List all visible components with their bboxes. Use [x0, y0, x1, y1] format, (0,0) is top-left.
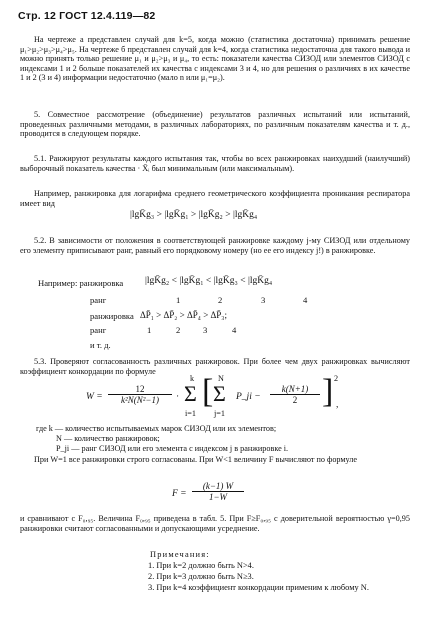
sum-outer-symbol: Σ: [184, 381, 197, 406]
paragraph-w-check: При W=1 все ранжировки строго согласованы. При W<1 величину F вычисляют по формуле: [34, 455, 358, 464]
formula-w-num: 12: [135, 384, 145, 394]
formula-inner-den: 2: [270, 394, 320, 405]
example-rank-1-2: 2: [218, 295, 223, 305]
formula-inner-num: k(N+1): [281, 384, 309, 394]
example-rank-2-3: 3: [203, 325, 208, 335]
note-3: 3. При k=4 коэффициент конкордации применим к любому N.: [148, 583, 369, 592]
paragraph-drawings: На чертеже а представлен случай для k=5, когда можно (статистика достаточна) принимать решение μ₁>μ₂>μ₃>μ₄>μ₅. На чертеже б представлен случай для k=4, когда статистика недостаточна для такого вывода и можно принять только решение μ₁ и μ₂>μ₃ и μ₄, то есть: показатели качества СИЗОД или элементов СИЗОД с индексами 1 и 2 больше показателей их качества с индексами 3 и 4, но для решения о различиях в их качестве 1 и 2 (3 и 4) информации недостаточно (мало n или μ₁=μ₂).: [20, 35, 410, 83]
formula-f-fraction: [192, 481, 244, 502]
example-rank-1-4: 4: [303, 295, 308, 305]
formula-w-power: 2: [334, 374, 339, 383]
bracket-open: [: [202, 373, 214, 410]
paragraph-5-3: 5.3. Проверяют согласованность различных ранжировок. При более чем двух ранжировках вычисляют коэффициент конкордации по формуле: [20, 357, 410, 376]
formula-w-den: k²N(N²−1): [108, 394, 172, 405]
formula-inner-fraction: [270, 384, 320, 405]
example-prefix: Например: ранжировка: [38, 278, 124, 288]
example-rank-label-2: ранг: [90, 325, 107, 335]
formula-w-dot: ·: [176, 392, 180, 402]
formula-ranking-lgk: |lgK̄g₃ > |lgK̄g₁ > |lgK̄g₂ > |lgK̄g₄: [130, 210, 258, 220]
paragraph-example-ranking: Например, ранжировка для логарифма среднего геометрического коэффициента проникания респиратора имеет вид: [20, 189, 410, 208]
definition-k: где k — количество испытываемых марок СИЗОД или их элементов;: [36, 424, 277, 433]
paragraph-5-1: 5.1. Ранжируют результаты каждого испытания так, чтобы во всех ранжировках наихудший (наилучший) выборочный показатель качества · X̄ᵢ был минимальным (или максимальным).: [20, 154, 410, 173]
example-ranking-2-label: ранжировка: [90, 311, 134, 321]
paragraph-section-5: 5. Совместное рассмотрение (объединение) результатов различных испытаний или испытаний, проведенных различными методами, в различных лабораториях, по различным показателям качества и т. д., проводится в следующем порядке.: [20, 110, 410, 139]
definition-pji: P_ji — ранг СИЗОД или его элемента с индексом j в ранжировке i.: [56, 444, 289, 453]
paragraph-f-compare: и сравнивают с F₀,₉₅. Величина F₀,₉₅ приведена в табл. 5. При F≥F₀,₉₅ с доверительной вероятностью γ=0,95 ранжировки считают согласованными и допускающими усреднение.: [20, 514, 410, 533]
example-ranking-2: ΔP̄₁ > ΔP̄₂ > ΔP̄₄ > ΔP̄₃;: [140, 310, 227, 320]
example-rank-2-1: 1: [147, 325, 152, 335]
example-rank-2-4: 4: [232, 325, 237, 335]
example-ranking-1: |lgK̄g₂ < |lgK̄g₁ < |lgK̄g₃ < |lgK̄g₄: [145, 276, 273, 286]
formula-w-lhs: W =: [86, 392, 103, 402]
example-etc: и т. д.: [90, 340, 111, 350]
formula-w-end: ,: [336, 400, 339, 410]
page-header: Стр. 12 ГОСТ 12.4.119—82: [18, 10, 156, 22]
note-1: 1. При k=2 должно быть N>4.: [148, 561, 254, 570]
bracket-close: ]: [322, 373, 334, 410]
example-rank-1-1: 1: [176, 295, 181, 305]
example-rank-1-3: 3: [261, 295, 266, 305]
sum-inner-symbol: Σ: [213, 381, 226, 406]
example-rank-label-1: ранг: [90, 295, 107, 305]
sum-inner-top: N: [218, 374, 224, 383]
formula-w-fraction: [108, 384, 172, 405]
formula-f-num: (k−1) W: [202, 481, 234, 491]
formula-w-term: P_ji −: [236, 392, 261, 402]
paragraph-5-2: 5.2. В зависимости от положения в соответствующей ранжировке каждому j-му СИЗОД или отдельному его элементу приписывают ранг, равный его порядковому номеру (но ее его индексу j!) в ранжировке.: [20, 236, 410, 255]
sum-outer-bottom: i=1: [185, 409, 196, 418]
definition-n: N — количество ранжировок;: [56, 434, 160, 443]
formula-f-den: 1−W: [192, 491, 244, 502]
sum-outer-top: k: [190, 374, 195, 383]
example-rank-2-2: 2: [176, 325, 181, 335]
notes-title: Примечания:: [150, 550, 210, 559]
formula-f-lhs: F =: [172, 489, 187, 499]
sum-inner-bottom: j=1: [214, 409, 225, 418]
note-2: 2. При k=3 должно быть N≥3.: [148, 572, 254, 581]
